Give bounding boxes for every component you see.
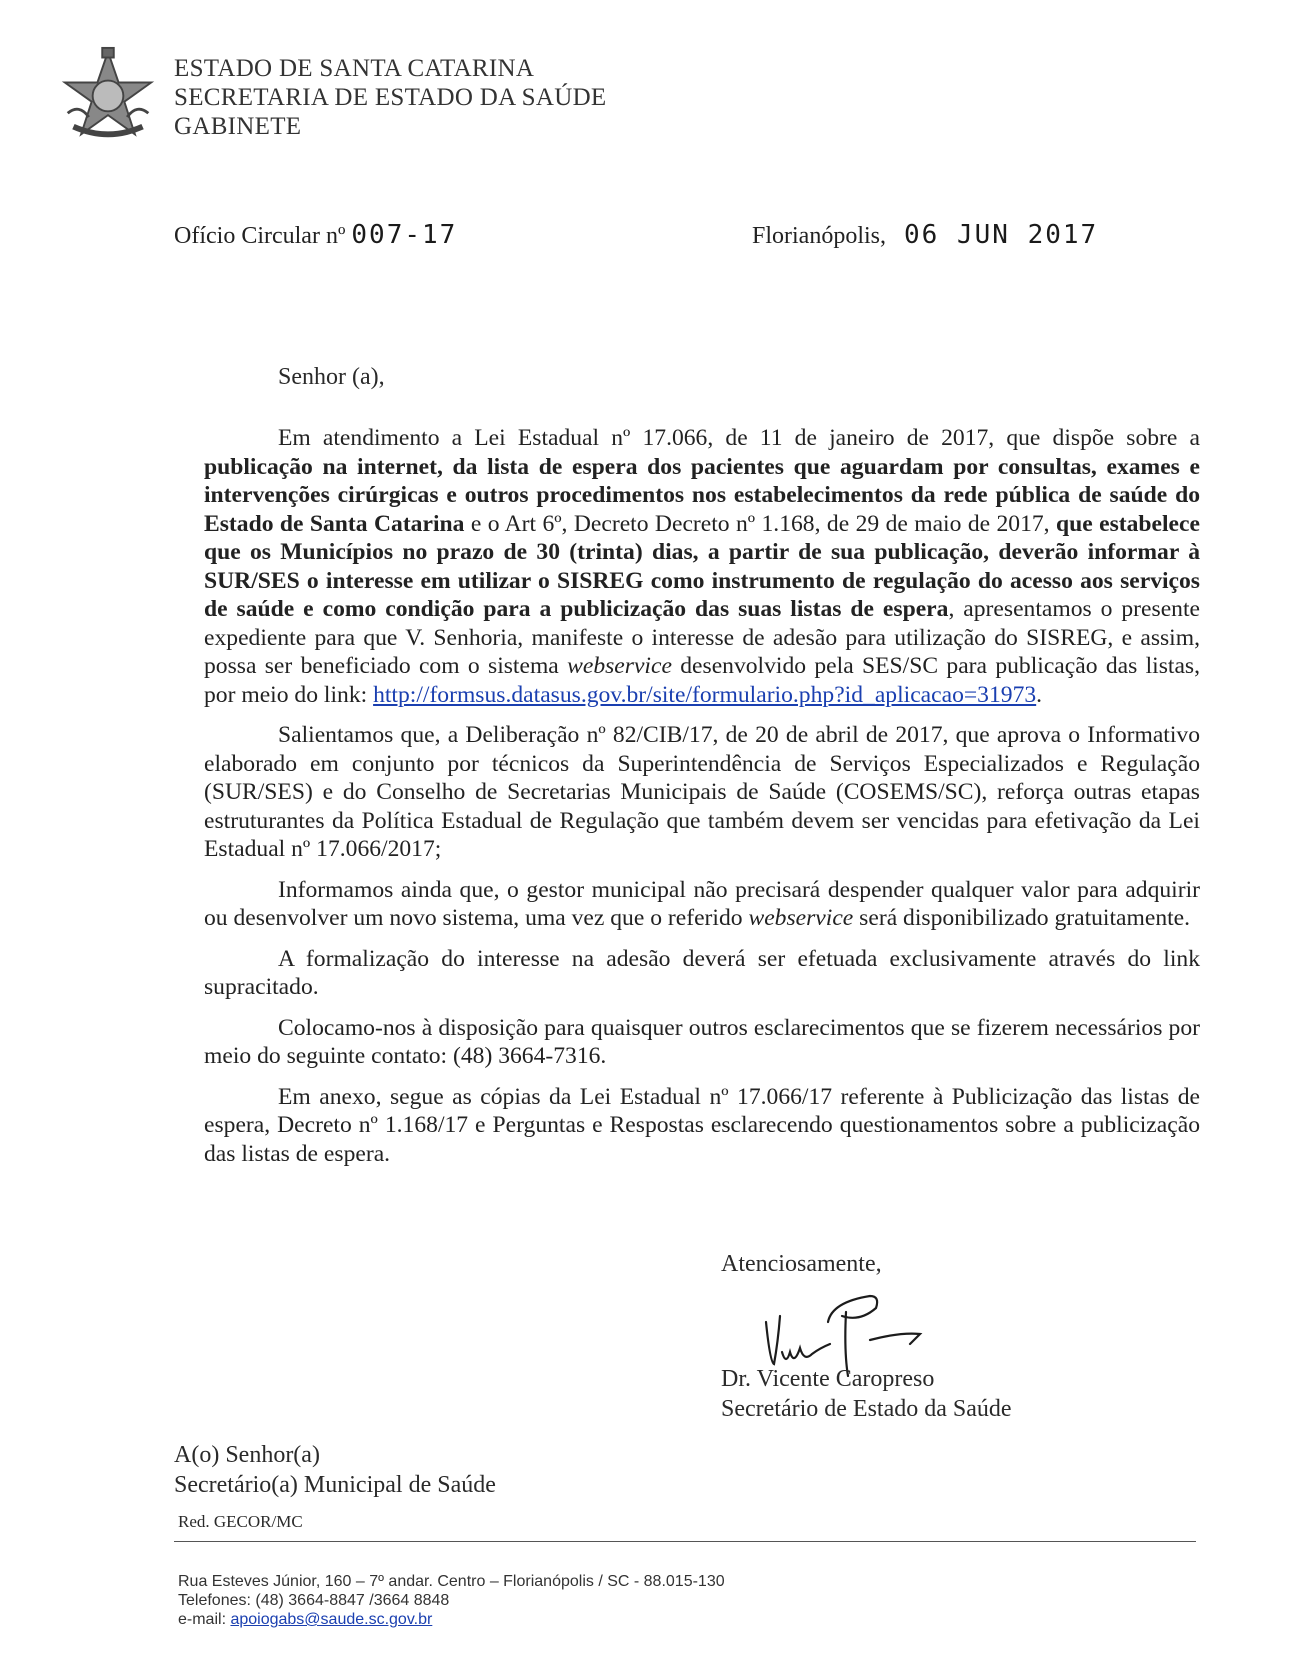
paragraph-1 (204, 424, 1200, 709)
paragraph-3 (204, 876, 1200, 933)
paragraph-1-text-a: Em atendimento a Lei Estadual nº 17.066, de 11 de janeiro de 2017, que dispõe sobre a (278, 425, 1200, 451)
footer-divider (174, 1541, 1196, 1542)
paragraph-4: A formalização do interesse na adesão deverá ser efetuada exclusivamente através do link supracitado. (204, 945, 1200, 1000)
footer-email-line (178, 1610, 725, 1629)
city-label: Florianópolis, (752, 223, 887, 249)
date-line (752, 220, 1098, 250)
closing: Atenciosamente, (721, 1251, 882, 1277)
drafting-reference: Red. GECOR/MC (178, 1512, 303, 1531)
footer-email-link[interactable]: apoiogabs@saude.sc.gov.br (230, 1611, 433, 1628)
signer-block (721, 1364, 1012, 1424)
handwritten-signature (760, 1282, 980, 1377)
recipient-line-2: Secretário(a) Municipal de Saúde (174, 1472, 496, 1498)
paragraph-2: Salientamos que, a Deliberação nº 82/CIB/17, de 20 de abril de 2017, que aprova o Informativo elaborado em conjunto por técnicos da Superintendência de Serviços Especializados e Regulação (SUR/SES) e do Conselho de Secretarias Municipais de Saúde (COSEMS/SC), reforça outras etapas estruturantes da Política Estadual de Regulação que também devem ser vencidas para efetivação da Lei Estadual nº 17.066/2017; (204, 722, 1200, 862)
paragraph-3-italic: webservice (748, 905, 854, 931)
greeting: Senhor (a), (278, 364, 385, 390)
recipient-block (174, 1440, 496, 1500)
footer-email-label: e-mail: (178, 1611, 231, 1628)
paragraph-3-text-b: será disponibilizado gratuitamente. (853, 905, 1191, 931)
paragraph-1-text-b: e o Art 6º, Decreto Decreto nº 1.168, de 29 de maio de 2017, (464, 510, 1056, 537)
date-stamp: 06 JUN 2017 (904, 220, 1099, 250)
letterhead-line-state: ESTADO DE SANTA CATARINA (174, 55, 535, 82)
paragraph-1-bold-b: que estabelece que os Municípios no prazo de 30 (trinta) dias, a partir de sua publicação, deverão informar à SUR/SES o interesse em utilizar o SISREG como instrumento de regulação do acesso aos serviços de saúde e como condição para a publicização das suas listas de espera (204, 510, 1200, 622)
circular-number-stamp: 007-17 (351, 220, 458, 250)
paragraph-1-text-c: , apresentamos o presente expediente para que V. Senhoria, manifeste o interesse de adesão para utilização do SISREG, e assim, possa ser beneficiado com o sistema (204, 596, 1200, 679)
paragraph-6: Em anexo, segue as cópias da Lei Estadual nº 17.066/17 referente à Publicização das listas de espera, Decreto nº 1.168/17 e Perguntas e Respostas esclarecendo questionamentos sobre a publicização das listas de espera. (204, 1083, 1200, 1167)
paragraph-3-text-a: Informamos ainda que, o gestor municipal não precisará despender qualquer valor para adquirir ou desenvolver um novo sistema, uma vez que o referido (204, 876, 1200, 931)
letterhead-line-secretariat: SECRETARIA DE ESTADO DA SAÚDE (174, 84, 607, 111)
paragraph-5: Colocamo-nos à disposição para quaisquer outros esclarecimentos que se fizerem necessários por meio do seguinte contato: (48) 3664-7316. (204, 1014, 1200, 1069)
circular-reference (174, 220, 457, 250)
paragraph-1-text-d: desenvolvido pela SES/SC para publicação das listas, por meio do link: (204, 653, 1200, 708)
letter-body (204, 424, 1200, 1180)
signer-title: Secretário de Estado da Saúde (721, 1396, 1012, 1422)
footer-address: Rua Esteves Júnior, 160 – 7º andar. Centro – Florianópolis / SC - 88.015-130 (178, 1573, 725, 1590)
signer-name: Dr. Vicente Caropreso (721, 1366, 935, 1392)
recipient-line-1: A(o) Senhor(a) (174, 1442, 320, 1468)
formsus-link[interactable]: http://formsus.datasus.gov.br/site/formulario.php?id_aplicacao=31973 (373, 681, 1037, 708)
letterhead-line-cabinet: GABINETE (174, 113, 302, 140)
circular-label: Ofício Circular nº (174, 223, 346, 249)
footer-phones: Telefones: (48) 3664-8847 /3664 8848 (178, 1592, 450, 1609)
paragraph-1-text-e: . (1036, 681, 1043, 708)
paragraph-1-bold-a: publicação na internet, da lista de espera dos pacientes que aguardam por consultas, exames e intervenções cirúrgicas e outros procedimentos nos estabelecimentos da rede pública de saúde do Estado de Santa Catarina (204, 453, 1200, 537)
letterhead (174, 54, 607, 141)
footer (178, 1572, 725, 1629)
coat-of-arms-icon (60, 46, 156, 142)
paragraph-1-italic: webservice (567, 653, 672, 679)
